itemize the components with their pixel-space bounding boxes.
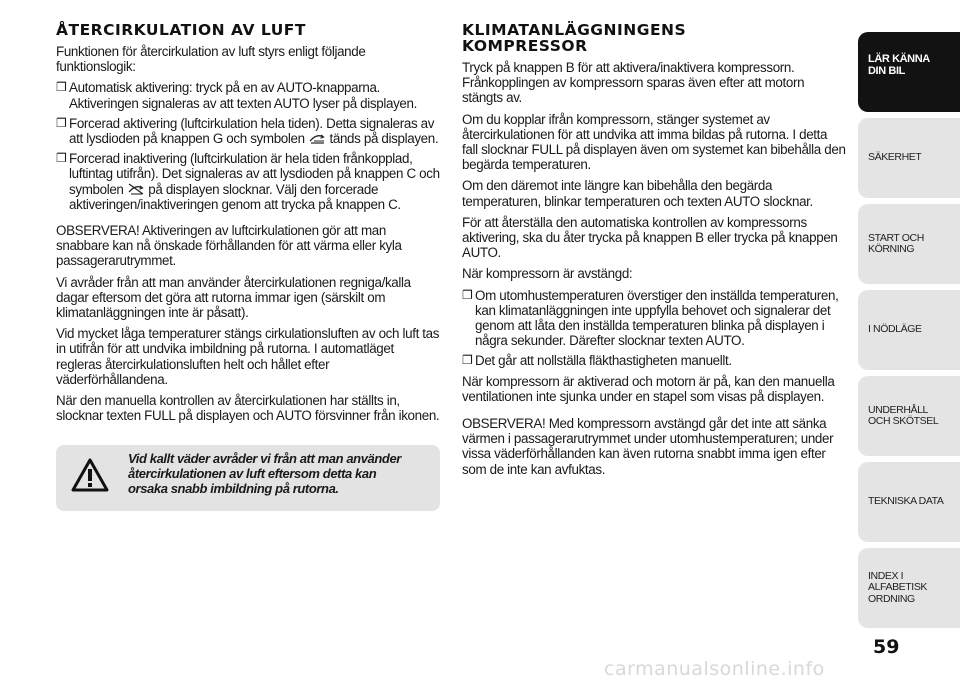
tab-tekniska-data[interactable] — [858, 462, 960, 542]
warning-triangle-icon — [70, 457, 110, 493]
list-item — [462, 288, 846, 349]
tab-label: UNDERHÅLL OCH SKÖTSEL — [868, 403, 939, 427]
paragraph: Tryck på knappen B för att aktivera/inaktivera kompressorn. Frånkopplingen av kompressorn sparas även efter att motorn stängts av. — [462, 60, 805, 106]
paragraph: När den manuella kontrollen av återcirkulationen har ställts in, slocknar texten FULL på displayen och AUTO försvinner från ikonen. — [56, 393, 440, 424]
bullet-text-part: Forcerad aktivering (luftcirkulation hela tiden). Detta signaleras av att lysdioden på knappen G och symbolen — [69, 115, 435, 147]
tab-index[interactable] — [858, 548, 960, 628]
paragraph: När kompressorn är aktiverad och motorn är på, kan den manuella ventilationen inte sjunka under en stapel som visas på displayen. — [462, 373, 835, 404]
checkbox-bullet-icon: ❒ — [462, 353, 473, 368]
bullet-text-part: på displayen slocknar. Välj den forcerade aktiveringen/inaktiveringen genom att trycka på knappen C. — [69, 181, 401, 212]
bullet-text-part: tänds på displayen. — [329, 131, 439, 147]
chapter-tabs — [858, 32, 960, 634]
paragraph: Vi avråder från att man använder återcirkulationen regniga/kalla dagar eftersom det göra att rutorna immar igen (särskilt om klimatanläggningen inte är påsatt). — [56, 274, 411, 321]
checkbox-bullet-icon: ❒ — [56, 151, 67, 166]
paragraph: När kompressorn är avstängd: — [462, 266, 633, 282]
bullet-text — [69, 116, 442, 146]
heading-line: KOMPRESSOR — [462, 37, 588, 55]
tab-underhall-och-skotsel[interactable] — [858, 376, 960, 456]
warning-box — [56, 445, 440, 511]
list-item — [56, 116, 442, 146]
paragraph: Om den däremot inte längre kan bibehålla den begärda temperaturen, blinkar temperaturen och texten AUTO slocknar. — [462, 178, 813, 209]
note-paragraph: OBSERVERA! Med kompressorn avstängd går det inte att sänka värmen i passagerarutrymmet under utomhustemperaturen; under vissa väderförhållanden kan även rutorna snabbt imma igen efter som de inte kan avfuktas. — [462, 416, 834, 477]
tab-label: SÄKERHET — [868, 151, 922, 164]
checkbox-bullet-icon: ❒ — [56, 80, 67, 95]
recirculation-off-icon — [127, 183, 145, 195]
checkbox-bullet-icon: ❒ — [56, 115, 67, 130]
paragraph: Vid mycket låga temperaturer stängs cirkulationsluften av och luft tas in utifrån för att undvika imbildning på rutorna. I automatläget regleras återcirkulationsluften helt och hållet efter väderförhållandena. — [56, 326, 440, 387]
paragraph: För att återställa den automatiska kontrollen av kompressorns aktivering, ska du åter trycka på knappen B eller trycka på knappen AUTO. — [462, 214, 838, 261]
watermark: carmanualsonline.info — [604, 658, 825, 680]
section-heading-compressor — [462, 22, 846, 54]
note-paragraph: OBSERVERA! Aktiveringen av luftcirkulationen gör att man snabbare kan nå önskade förhållanden för att värma eller kyla passagerarutrymmet. — [56, 223, 402, 269]
right-column — [462, 22, 846, 483]
tab-start-och-korning[interactable] — [858, 204, 960, 284]
tab-i-nodlage[interactable] — [858, 290, 960, 370]
tab-label: TEKNISKA DATA — [868, 495, 944, 508]
bullet-text — [69, 151, 442, 212]
bullet-text: Om utomhustemperaturen överstiger den inställda temperaturen, kan klimatanläggningen inte uppfylla behovet och signalerar det genom att låta den inställda temperaturen blinka på displayen i några sekunder. Därefter slocknar texten AUTO. — [475, 287, 839, 349]
paragraph: Om du kopplar ifrån kompressorn, stänger systemet av återcirkulationen för att undvika att imma bildas på rutorna. I detta fall slocknar FULL på displayen även om systemet kan bibehålla den begärda temperaturen. — [462, 111, 846, 173]
list-item — [56, 80, 442, 110]
tab-lar-kanna-din-bil[interactable] — [858, 32, 960, 112]
warning-text: Vid kallt väder avråder vi från att man använder återcirkulationen av luft eftersom detta kan orsaka snabb imbildning på rutorna. — [128, 451, 401, 497]
tab-label: LÄR KÄNNA DIN BIL — [868, 53, 930, 77]
tab-label: START OCH KÖRNING — [868, 231, 924, 255]
tab-label: INDEX I ALFABETISK ORDNING — [868, 569, 928, 605]
left-column — [56, 22, 442, 511]
page-number: 59 — [873, 636, 900, 658]
bullet-text-part: Forcerad inaktivering (luftcirkulation är hela tiden frånkopplad, luftintag utifrån). Det signaleras av att lysdioden på knappen C och symbolen — [69, 151, 440, 197]
section-heading-recirculation: ÅTERCIRKULATION AV LUFT — [56, 21, 306, 39]
tab-label: I NÖDLÄGE — [868, 323, 922, 336]
tab-sakerhet[interactable] — [858, 118, 960, 198]
bullet-text: Det går att nollställa fläkthastigheten manuellt. — [475, 353, 732, 369]
checkbox-bullet-icon: ❒ — [462, 287, 473, 302]
bullet-text: Automatisk aktivering: tryck på en av AUTO-knapparna. Aktiveringen signaleras av att texten AUTO lyser på displayen. — [69, 80, 417, 111]
list-item — [56, 151, 442, 212]
intro-text: Funktionen för återcirkulation av luft styrs enligt följande funktionslogik: — [56, 44, 366, 75]
recirculation-icon — [308, 132, 326, 144]
list-item — [462, 353, 846, 368]
heading-line: KLIMATANLÄGGNINGENS — [462, 21, 687, 39]
